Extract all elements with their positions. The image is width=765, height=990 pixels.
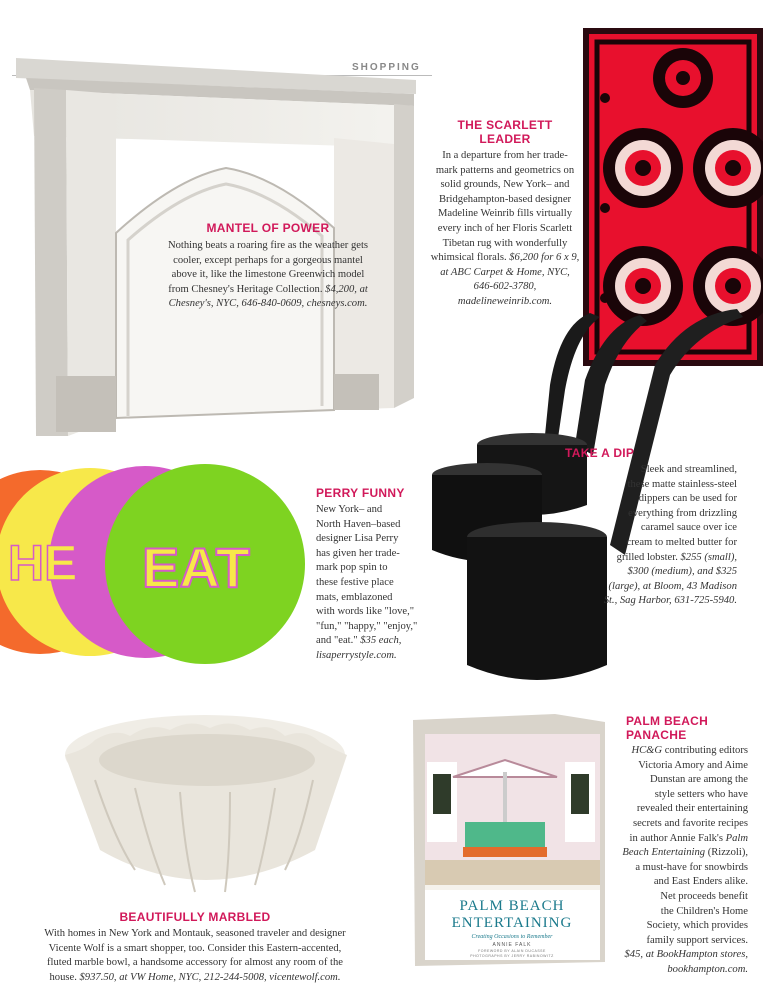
book-title-line: PALM BEACH <box>459 898 565 914</box>
text-span: contributing editors <box>662 745 748 756</box>
price-text: at ABC Carpet & Home, NYC, <box>440 266 570 278</box>
text-line: the Children's Home <box>660 905 748 917</box>
price-text: $937.50, at VW Home, NYC, 212-244-5008, vicentewolf.com. <box>79 971 341 983</box>
price-line <box>565 565 737 580</box>
book-headline: PALM BEACH <box>626 714 709 728</box>
text-line: Net proceeds benefit <box>660 890 748 902</box>
text-line: mark pop spin to <box>316 562 388 574</box>
price-text: $35 each, <box>360 635 402 647</box>
rug-caption <box>430 118 580 310</box>
text-span: (Rizzoli), <box>705 847 748 859</box>
price-text: lisaperrystyle.com. <box>316 649 397 661</box>
text-line: these festive place <box>316 576 394 588</box>
price-text: St., Sag Harbor, 631-725-5940. <box>603 595 737 607</box>
section-label: SHOPPING <box>352 62 421 73</box>
dippers-headline: TAKE A DIP <box>565 446 635 460</box>
rug-body <box>430 149 580 310</box>
text-line: designer Lisa Perry <box>316 533 399 545</box>
text-line: In a departure from her trade- <box>442 150 568 161</box>
text-line: Bridgehampton-based designer <box>438 193 572 205</box>
text-line: style setters who have <box>654 788 748 800</box>
book-image <box>405 712 605 967</box>
text-line: everything from drizzling <box>628 507 737 519</box>
text-line: solid grounds, New York– and <box>440 179 570 191</box>
placemat-word: EAT <box>142 536 250 599</box>
text-span: whimsical florals. <box>430 252 510 264</box>
text-line: cooler, except perhaps for a gorgeous mantel <box>173 254 363 266</box>
text-line: Nothing beats a roaring fire as the weather gets <box>167 240 369 251</box>
book-title-line: ENTERTAINING <box>451 915 573 931</box>
text-line <box>316 634 436 649</box>
placemats-body <box>316 503 436 664</box>
price-text: $45, at BookHampton stores, <box>624 949 748 961</box>
text-line: Victoria Amory and Aime <box>638 759 748 771</box>
placemats-image <box>0 452 305 674</box>
price-line <box>565 580 737 595</box>
book-photos: PHOTOGRAPHS BY JERRY RABINOWITZ <box>470 954 554 958</box>
text-line: cream to melted butter for <box>626 536 737 548</box>
text-line: dippers can be used for <box>638 493 737 505</box>
text-line: Vicente Wolf is a smart shopper, too. Consider this Eastern-accented, <box>48 942 342 954</box>
italic-text: Palm <box>725 832 748 844</box>
text-line: family support services. <box>646 934 748 946</box>
text-line: mark patterns and geometrics on <box>435 164 575 176</box>
text-span: in author Annie Falk's <box>629 832 726 844</box>
text-line: With homes in New York and Montauk, seasoned traveler and designer <box>44 928 346 939</box>
text-line <box>565 551 737 566</box>
price-text: $300 (medium), and $325 <box>627 566 737 578</box>
rug-headline: LEADER <box>479 132 531 146</box>
book-foreword: FOREWORD BY ALAIN DUCASSE <box>478 949 546 953</box>
text-span: grilled lobster. <box>616 551 681 563</box>
placemats-caption <box>316 486 436 664</box>
book-subtitle: Creating Occasions to Remember <box>471 934 553 940</box>
text-line: Dunstan are among the <box>650 774 748 786</box>
text-line: "fun," "happy," "enjoy," <box>316 620 418 632</box>
italic-text: HC&G <box>631 745 663 756</box>
price-line <box>118 297 418 312</box>
price-line <box>600 963 748 978</box>
text-line <box>600 744 748 759</box>
mantel-headline: MANTEL OF POWER <box>206 221 330 235</box>
text-span: and "eat." <box>316 635 361 647</box>
text-line: these matte stainless-steel <box>627 478 737 490</box>
bowl-image <box>55 700 355 900</box>
placemats-headline: PERRY FUNNY <box>316 486 405 500</box>
text-line: every inch of her Floris Scarlett <box>437 222 573 234</box>
mantel-body <box>118 239 418 312</box>
rug-headline: THE SCARLETT <box>457 118 553 132</box>
text-line: Sleek and streamlined, <box>640 464 737 475</box>
text-span: house. <box>49 971 80 983</box>
text-line <box>118 283 418 298</box>
italic-text: Beach Entertaining <box>622 847 706 859</box>
text-line: Tibetan rug with wonderfully <box>442 237 568 249</box>
text-line: Madeline Weinrib fills virtually <box>438 208 572 220</box>
dippers-caption <box>565 446 737 609</box>
text-line <box>600 832 748 847</box>
text-line: mats, emblazoned <box>316 591 393 603</box>
bowl-caption <box>10 910 380 985</box>
price-text: 646-602-3780, madelineweinrib.com. <box>457 281 553 307</box>
text-line: above it, like the limestone Greenwich model <box>171 269 365 281</box>
text-line: with words like "love," <box>316 606 415 618</box>
mantel-caption <box>118 221 418 312</box>
price-text: $6,200 for 6 x 9, <box>509 252 580 264</box>
placemat-word-back: HE <box>8 535 78 591</box>
price-text: $255 (small), <box>680 551 737 563</box>
price-line <box>316 649 436 664</box>
bowl-body <box>10 927 380 985</box>
text-line: revealed their entertaining <box>636 803 748 815</box>
text-line: Society, which provides <box>646 920 748 932</box>
medallion <box>603 128 683 208</box>
book-cover <box>405 712 605 967</box>
book-caption <box>600 714 748 978</box>
text-line <box>600 846 748 861</box>
text-line <box>430 251 580 266</box>
text-line: North Haven–based <box>316 518 401 530</box>
book-headline: PANACHE <box>626 728 687 742</box>
price-text: Chesney's, NYC, 646-840-0609, chesneys.com. <box>168 298 368 310</box>
price-line <box>565 594 737 609</box>
text-line <box>10 971 380 986</box>
dippers-body <box>565 463 737 609</box>
price-text: (large), at Bloom, 43 Madison <box>608 580 737 592</box>
text-line: caramel sauce over ice <box>640 522 737 534</box>
text-line: New York– and <box>316 504 383 515</box>
bowl-headline: BEAUTIFULLY MARBLED <box>119 910 271 924</box>
book-body <box>600 744 748 978</box>
price-text: $4,200, at <box>325 283 368 295</box>
text-line: fluted marble bowl, a handsome accessory for almost any room of the <box>47 957 343 969</box>
book-author: ANNIE FALK <box>492 942 532 948</box>
text-line: secrets and favorite recipes <box>632 817 748 829</box>
price-line <box>430 266 580 281</box>
text-line: has given her trade- <box>316 547 400 559</box>
text-line: and East Enders alike. <box>653 876 748 888</box>
price-line <box>600 948 748 963</box>
text-line: a must-have for snowbirds <box>635 861 748 873</box>
price-text: bookhampton.com. <box>667 963 748 975</box>
text-span: from Chesney's Heritage Collection. <box>168 283 326 295</box>
